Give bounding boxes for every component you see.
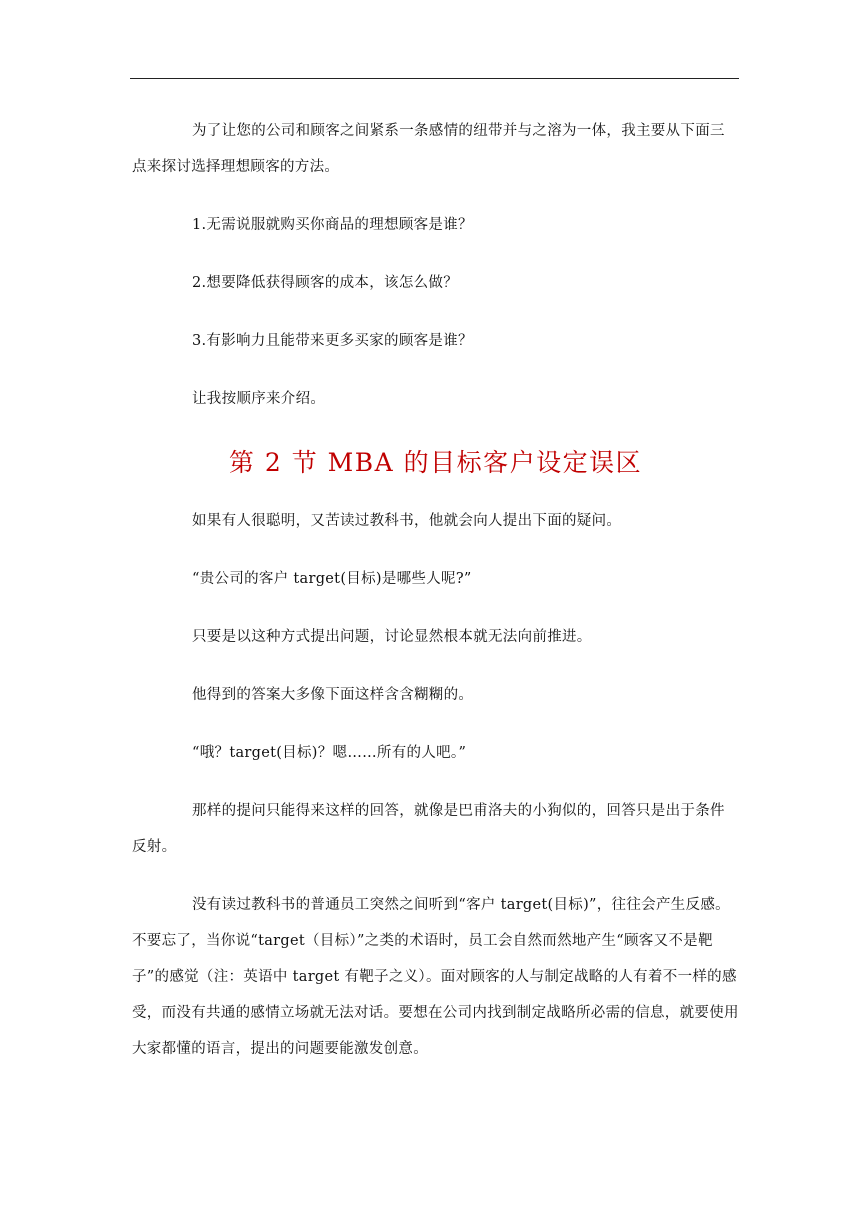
transition-paragraph: 让我按顺序来介绍。 bbox=[192, 391, 326, 407]
section-heading: 第 2 节 MBA 的目标客户设定误区 bbox=[228, 448, 643, 477]
section-paragraph-4: 他得到的答案大多像下面这样含含糊糊的。 bbox=[192, 687, 474, 703]
question-1: 1.无需说服就购买你商品的理想顾客是谁？ bbox=[192, 217, 473, 233]
section-paragraph-7: 没有读过教科书的普通员工突然之间听到“客户 target(目标)”，往往会产生反感。不要忘了，当你说“target（目标）”之类的术语时，员工会自然而然地产生“顾客又不是靶子”的感觉（注：英语中 target 有靶子之义）。面对顾客的人与制定战略的人有着不一样的感受，而没有共通的感情立场就无法对话。要想在公司内找到制定战略所必需的信息，就要使用大家都懂的语言，提出的问题要能激发创意。 bbox=[132, 897, 739, 1057]
section-paragraph-2: “贵公司的客户 target(目标)是哪些人呢?” bbox=[192, 571, 472, 587]
question-2: 2.想要降低获得顾客的成本，该怎么做？ bbox=[192, 275, 459, 291]
section-paragraph-3: 只要是以这种方式提出问题，讨论显然根本就无法向前推进。 bbox=[192, 629, 592, 645]
section-paragraph-5: “哦？target(目标)？嗯……所有的人吧。” bbox=[192, 745, 467, 761]
intro-paragraph: 为了让您的公司和顾客之间紧系一条感情的纽带并与之溶为一体，我主要从下面三点来探讨选择理想顾客的方法。 bbox=[132, 123, 725, 175]
question-3: 3.有影响力且能带来更多买家的顾客是谁？ bbox=[192, 333, 473, 349]
section-paragraph-1: 如果有人很聪明，又苦读过教科书，他就会向人提出下面的疑问。 bbox=[192, 513, 622, 529]
header-rule bbox=[130, 78, 739, 79]
page-body bbox=[132, 113, 739, 1067]
section-paragraph-6: 那样的提问只能得来这样的回答，就像是巴甫洛夫的小狗似的，回答只是出于条件反射。 bbox=[132, 803, 725, 855]
